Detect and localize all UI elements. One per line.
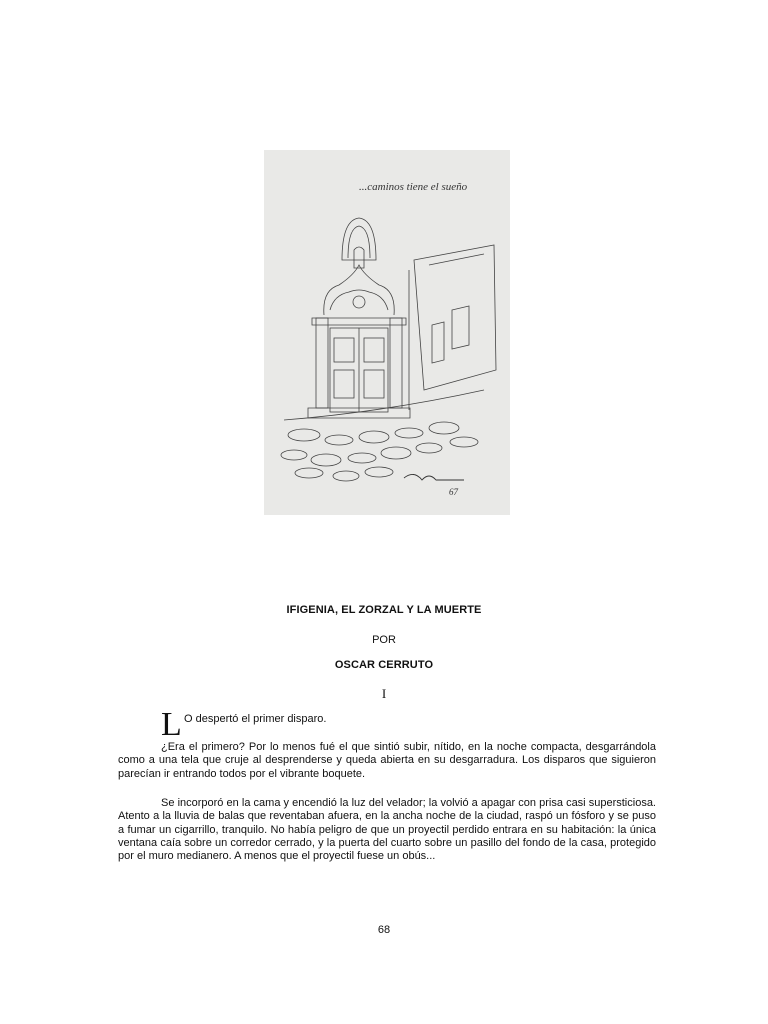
opening-sentence: O despertó el primer disparo. (184, 713, 327, 725)
signature-scribble (404, 474, 464, 480)
story-title: IFIGENIA, EL ZORZAL Y LA MUERTE (286, 604, 482, 616)
byline-por: POR (372, 634, 396, 646)
illustration-sketch (264, 150, 510, 515)
paragraph-2: Se incorporó en la cama y encendió la luz del velador; la volvió a apagar con prisa casi supersticiosa. Atento a la lluvia de balas que reventaban afuera, en la ancha noche de la ciudad, raspó un fósforo y se puso a fumar un cigarrillo, tranquilo. No había peligro de que un proyectil perdido entrara en su habitación: la única ventana caía sobre un corredor cerrado, y la puerta del cuarto sobre un pasillo del fondo de la casa, protegido por el muro medianero. A menos que el proyectil fuese un obús... (118, 797, 656, 863)
signature-date: 67 (449, 487, 458, 497)
doorway-sketch (264, 150, 510, 515)
illustration-caption: ...caminos tiene el sueño (359, 181, 468, 193)
section-number: I (381, 686, 387, 701)
drop-cap: L (161, 706, 182, 743)
author-name: OSCAR CERRUTO (334, 659, 434, 671)
page-number: 68 (377, 924, 391, 936)
paragraph-1: ¿Era el primero? Por lo menos fué el que sintió subir, nítido, en la noche compacta, desgarrándola como a una tela que cruje al desprenderse y queda abierta en su desgarradura. Los disparos que siguieron parecían ir entrando todos por el vibrante boquete. (118, 741, 656, 780)
